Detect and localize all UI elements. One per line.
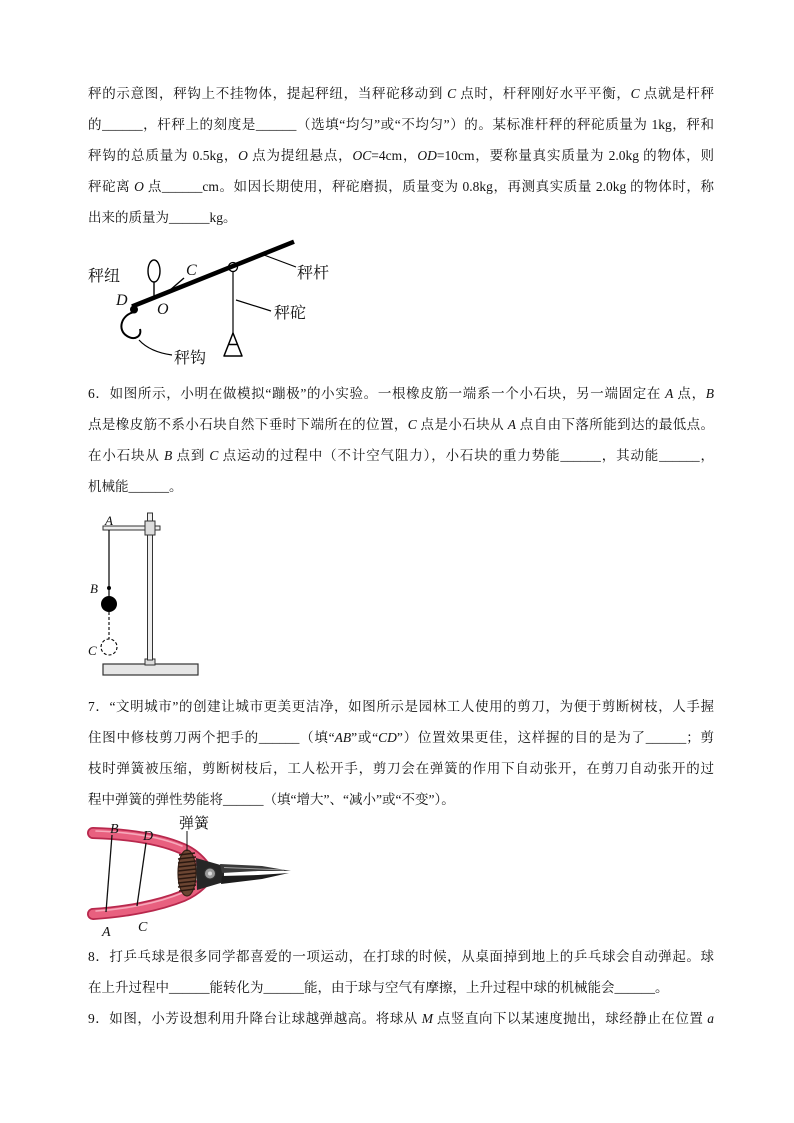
label-point-a: A <box>102 925 111 940</box>
text-run: 点到 <box>172 448 210 463</box>
stand-clamp <box>145 521 155 535</box>
label-point-b: B <box>110 822 119 837</box>
text-run: 8．打乒乓球是很多同学都喜爱的一项运动，在打球的时候，从桌面掉到地上的乒乓球会自动弹起。球 <box>88 949 714 964</box>
text-line <box>88 109 714 140</box>
question-7 <box>88 691 714 815</box>
text-run: 点为提纽悬点， <box>247 148 353 163</box>
text-run: 秤钩的总质量为 0.5kg， <box>88 148 239 163</box>
label-point-d: D <box>116 292 128 309</box>
variable-symbol: C <box>630 86 640 101</box>
label-point-o: O <box>157 301 169 318</box>
lifting-loop <box>148 260 160 282</box>
variable-symbol: C <box>407 417 417 432</box>
text-run: 点就是杆秤 <box>639 86 715 101</box>
text-run: 7．“文明城市”的创建让城市更美更洁净，如图所示是园林工人使用的剪刀，为便于剪断树枝，人手握 <box>88 699 714 714</box>
text-line <box>88 171 714 202</box>
label-hook: 秤钩 <box>174 350 207 367</box>
text-run: 出来的质量为______kg。 <box>88 210 237 225</box>
text-run: 点是橡皮筋不系小石块自然下垂时下端所在的位置， <box>88 417 408 432</box>
text-line <box>88 691 714 722</box>
weight <box>224 333 242 356</box>
text-line <box>88 140 714 171</box>
variable-symbol: CD <box>378 730 397 745</box>
label-point-c: C <box>88 643 97 658</box>
shears-figure <box>85 810 295 940</box>
text-run: 程中弹簧的弹性势能将______（填“增大”、“减小”或“不变”）。 <box>88 792 455 807</box>
question-9 <box>88 1003 714 1034</box>
label-beam: 秤杆 <box>297 265 330 282</box>
pivot-screw-center <box>208 872 212 876</box>
text-run: =4cm， <box>371 148 418 163</box>
hook-leader-line <box>139 340 172 355</box>
text-line <box>88 941 714 972</box>
text-run: 点运动的过程中（不计空气阻力），小石块的重力势能______，其动能______， <box>218 448 715 463</box>
variable-symbol: AB <box>334 730 352 745</box>
question-6 <box>88 378 714 502</box>
text-run: =10cm，要称量真实质量为 2.0kg 的物体，则 <box>436 148 715 163</box>
label-weight: 秤砣 <box>274 305 307 322</box>
text-run: 枝时弹簧被压缩，剪断树枝后，工人松开手，剪刀会在弹簧的作用下自动张开，在剪刀自动张开的过 <box>88 761 714 776</box>
variable-symbol: OC <box>352 148 372 163</box>
stand-base <box>103 664 198 675</box>
text-run: ”）位置效果更佳，这样握的目的是为了______；剪 <box>396 730 715 745</box>
text-run: 秤砣离 <box>88 179 135 194</box>
text-line <box>88 440 714 471</box>
variable-symbol: B <box>164 448 173 463</box>
question-5-continuation <box>88 78 714 233</box>
text-run: 在上升过程中______能转化为______能，由于球与空气有摩擦，上升过程中球的机械能会______。 <box>88 980 669 995</box>
variable-symbol: C <box>447 86 457 101</box>
label-point-b: B <box>90 581 98 596</box>
text-run: 点竖直向下以某速度抛出，球经静止在位置 <box>433 1011 708 1026</box>
steelyard-figure <box>80 232 350 375</box>
text-line <box>88 722 714 753</box>
text-run: 点______cm。如因长期使用，秤砣磨损，质量变为 0.8kg，再测真实质量 2.0kg 的物体时，称 <box>143 179 714 194</box>
text-run: 的______，杆秤上的刻度是______（选填“均匀”或“不均匀”）的。某标准杆秤的秤砣质量为 1kg，秤和 <box>88 117 714 132</box>
label-point-a: A <box>105 513 113 528</box>
variable-symbol: a <box>707 1011 715 1026</box>
lower-blade <box>221 873 289 884</box>
text-line <box>88 78 714 109</box>
text-line <box>88 1003 714 1034</box>
text-line <box>88 471 714 502</box>
label-knob: 秤纽 <box>88 268 121 285</box>
weight-leader-line <box>236 300 271 311</box>
text-run: ”或“ <box>351 730 379 745</box>
text-run: 在小石块从 <box>88 448 164 463</box>
grip-line-cd <box>137 843 146 906</box>
variable-symbol: C <box>209 448 219 463</box>
point-b-dot <box>107 586 111 590</box>
text-run: 秤的示意图，秤钩上不挂物体，提起秤纽，当秤砣移动到 <box>88 86 448 101</box>
label-point-d: D <box>143 829 154 844</box>
variable-symbol: A <box>507 417 517 432</box>
text-line <box>88 202 714 233</box>
text-run: 点时，杆秤刚好水平平衡， <box>456 86 631 101</box>
stone-lowest-position <box>101 639 117 655</box>
text-run: 9．如图，小芳设想利用升降台让球越弹越高。将球从 <box>88 1011 422 1026</box>
variable-symbol: O <box>238 148 248 163</box>
label-spring: 弹簧 <box>179 816 210 832</box>
grip-line-ab <box>106 835 112 912</box>
text-run: 住图中修枝剪刀两个把手的______（填“ <box>88 730 335 745</box>
variable-symbol: M <box>421 1011 433 1026</box>
text-line <box>88 409 714 440</box>
label-point-c: C <box>186 262 197 279</box>
label-point-c: C <box>138 920 148 935</box>
text-run: 点自由下落所能到达的最低点。 <box>516 417 715 432</box>
steelyard-beam <box>132 242 294 307</box>
bungee-figure <box>85 505 205 680</box>
text-run: 机械能______。 <box>88 479 183 494</box>
variable-symbol: B <box>705 386 715 401</box>
text-line <box>88 972 714 1003</box>
variable-symbol: OD <box>417 148 437 163</box>
text-run: 点， <box>673 386 706 401</box>
hook <box>121 312 140 338</box>
variable-symbol: O <box>134 179 144 194</box>
text-line <box>88 753 714 784</box>
question-8 <box>88 941 714 1003</box>
text-run: 6．如图所示，小明在做模拟“蹦极”的小实验。一根橡皮筋一端系一个小石块，另一端固定在 <box>88 386 666 401</box>
beam-leader-line <box>264 255 296 267</box>
stone-ball <box>101 596 117 612</box>
text-line <box>88 378 714 409</box>
text-run: 点是小石块从 <box>416 417 508 432</box>
variable-symbol: A <box>665 386 674 401</box>
